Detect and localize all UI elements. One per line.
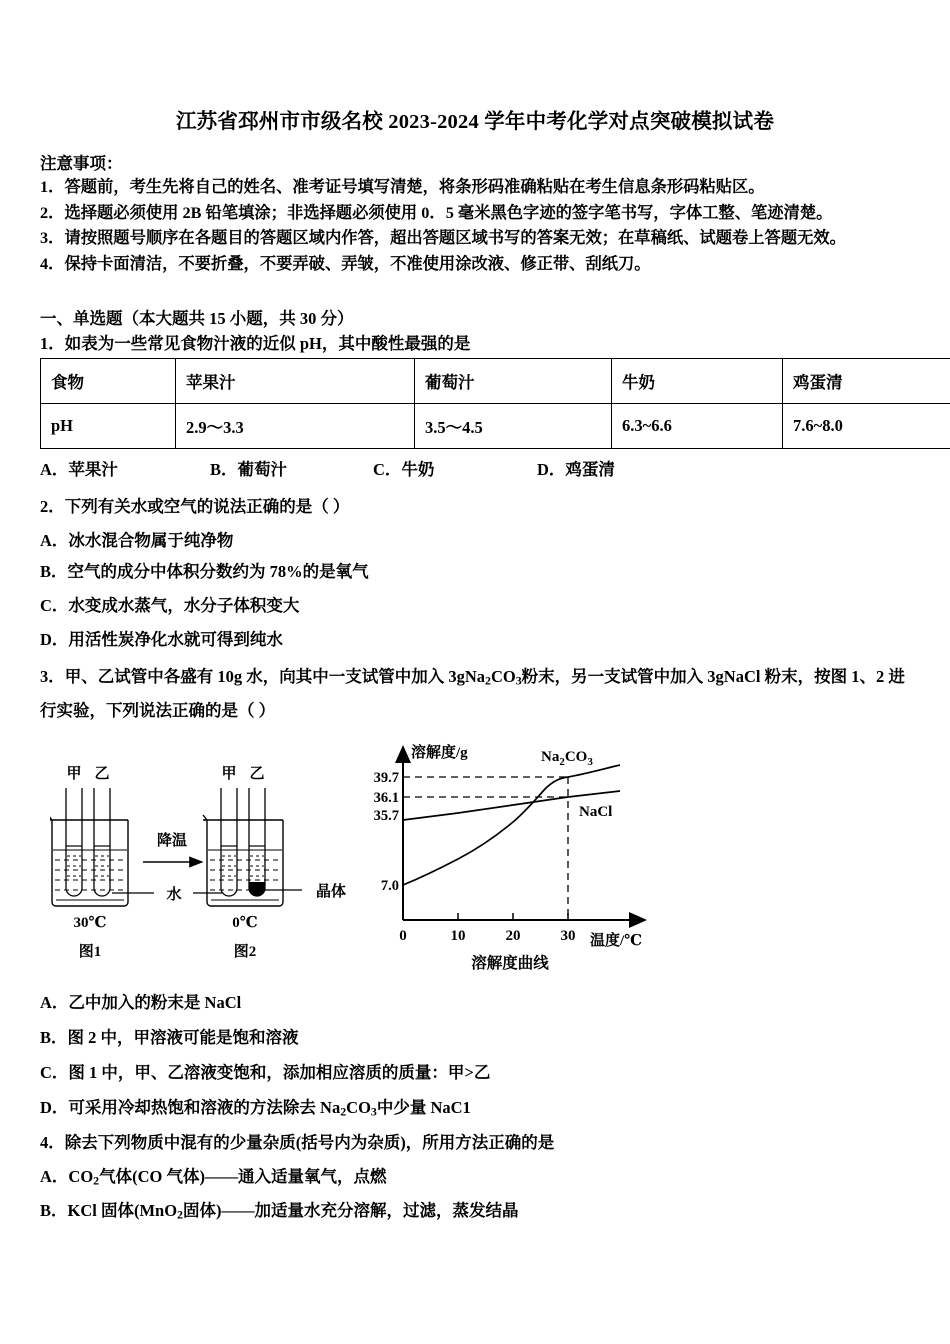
- beaker-2-temperature: 0℃: [232, 915, 258, 931]
- series-na2co3-curve: [403, 765, 620, 885]
- tube-label-yi-2: 乙: [249, 766, 265, 782]
- beaker-1-temperature: 30℃: [73, 915, 107, 931]
- tube-label-jia-2: 甲: [221, 766, 237, 782]
- q4-b-sub: 2: [177, 1207, 183, 1222]
- notice-text: 答题前，考生先将自己的姓名、准考证号填写清楚，将条形码准确粘贴在考生信息条形码粘贴区。: [64, 177, 765, 196]
- q4-b-part-2: 固体)——加适量水充分溶解，过滤，蒸发结晶: [182, 1201, 519, 1220]
- table-row: [41, 404, 950, 449]
- water-label: 水: [166, 887, 182, 903]
- notice-list: [40, 174, 920, 276]
- cooling-arrow: [143, 831, 202, 862]
- x-tick-30: 30: [560, 928, 576, 944]
- notice-heading: 注意事项：: [40, 154, 123, 173]
- beaker-2: [203, 765, 283, 960]
- chart-caption: 溶解度曲线: [471, 955, 549, 972]
- question-2-stem: 2．下列有关水或空气的说法正确的是（ ）: [40, 497, 350, 516]
- notice-number: 1．: [40, 177, 65, 196]
- y-tick-7-0: 7.0: [380, 878, 399, 894]
- q3-stem-part-b: CO: [490, 667, 516, 686]
- question-2-option-b[interactable]: B．空气的成分中体积分数约为 78%的是氧气: [40, 562, 369, 581]
- q4-a-part-2: 气体(CO 气体)——通入适量氧气，点燃: [99, 1167, 387, 1186]
- table-cell-ph: 3.5～4.5: [415, 404, 612, 449]
- q3-stem-sub-1: 2: [485, 673, 491, 688]
- question-1-options: [40, 456, 920, 478]
- tube-label-yi-1: 乙: [94, 766, 110, 782]
- option-b[interactable]: B．葡萄汁: [210, 460, 288, 479]
- question-2-option-a[interactable]: A．冰水混合物属于纯净物: [40, 531, 234, 550]
- notice-number: 4．: [40, 253, 65, 273]
- x-tick-20: 20: [505, 928, 521, 944]
- question-2-option-d[interactable]: D．用活性炭净化水就可得到纯水: [40, 630, 283, 649]
- figure-2-caption: 图2: [233, 944, 257, 960]
- question-3-option-a[interactable]: A．乙中加入的粉末是 NaCl: [40, 993, 242, 1012]
- y-tick-36-1: 36.1: [373, 790, 399, 806]
- q4-a-part-1: A．CO: [40, 1167, 94, 1186]
- q4-b-part-1: B．KCl 固体(MnO: [40, 1201, 178, 1220]
- question-3-figure: [40, 725, 920, 975]
- option-c[interactable]: C．牛奶: [373, 460, 435, 479]
- y-tick-35-7: 35.7: [373, 808, 399, 824]
- tube-label-jia-1: 甲: [66, 766, 82, 782]
- cooling-arrow-label: 降温: [156, 833, 188, 849]
- q3-stem-part-a: 3．甲、乙试管中各盛有 10g 水，向其中一支试管中加入 3gNa: [40, 667, 486, 686]
- question-3-option-b[interactable]: B．图 2 中，甲溶液可能是饱和溶液: [40, 1028, 299, 1047]
- q3-d-sub-1: 2: [340, 1104, 347, 1119]
- notice-item: [40, 251, 920, 277]
- q3-d-suffix: 中少量 NaC1: [376, 1098, 471, 1117]
- question-4-option-a[interactable]: [40, 1163, 386, 1189]
- figure-1-caption: 图1: [78, 944, 102, 960]
- q3-d-prefix: D．可采用冷却热饱和溶液的方法除去 Na: [40, 1098, 341, 1117]
- q3-d-mid: CO: [346, 1098, 371, 1117]
- table-cell-food: 牛奶: [612, 359, 783, 404]
- table-cell-ph: 6.3~6.6: [612, 404, 783, 449]
- crystal-label: 晶体: [315, 884, 347, 900]
- table-cell-ph: 2.9～3.3: [176, 404, 415, 449]
- crystal-label-group: [264, 882, 346, 900]
- y-axis-title: 溶解度/g: [411, 745, 468, 761]
- apparatus-diagram: [50, 760, 370, 975]
- x-tick-0: 0: [399, 928, 407, 944]
- ph-table: [40, 358, 950, 449]
- guide-lines: [403, 777, 568, 920]
- x-tick-10: 10: [450, 928, 466, 944]
- q3-stem-sub-2: 3: [515, 673, 522, 688]
- table-cell-food: 鸡蛋清: [783, 359, 950, 404]
- q3-d-sub-2: 3: [370, 1104, 377, 1119]
- question-4-stem: 4．除去下列物质中混有的少量杂质(括号内为杂质)，所用方法正确的是: [40, 1133, 555, 1152]
- beaker-1: [50, 765, 128, 960]
- y-tick-39-7: 39.7: [373, 770, 399, 786]
- notice-number: 3．: [40, 228, 65, 247]
- notice-item: [40, 174, 920, 200]
- option-d[interactable]: D．鸡蛋清: [537, 460, 615, 479]
- question-3-stem-line-2: 行实验，下列说法正确的是（ ）: [40, 701, 276, 720]
- x-axis-ticks: [403, 913, 568, 920]
- x-axis-title: 温度/℃: [590, 933, 643, 949]
- question-2-option-c[interactable]: C．水变成水蒸气，水分子体积变大: [40, 596, 300, 615]
- notice-text: 请按照题号顺序在各题目的答题区域内作答，超出答题区域书写的答案无效；在草稿纸、试题卷上答题无效。: [64, 228, 846, 247]
- question-3-stem-line-1: [40, 663, 905, 689]
- question-3-option-d[interactable]: [40, 1094, 471, 1120]
- table-cell-ph: 7.6~8.0: [783, 404, 950, 449]
- option-a[interactable]: A．苹果汁: [40, 460, 118, 479]
- table-cell-ph-header: pH: [41, 404, 176, 449]
- notice-number: 2．: [40, 202, 65, 222]
- notice-item: [40, 200, 920, 226]
- question-3-option-c[interactable]: C．图 1 中，甲、乙溶液变饱和，添加相应溶质的质量：甲>乙: [40, 1063, 491, 1082]
- table-cell-food-header: 食物: [41, 359, 176, 404]
- question-4-option-b[interactable]: [40, 1197, 518, 1223]
- series-label-na2co3: $Na_2CO_3$: [541, 749, 593, 768]
- table-row: [41, 359, 950, 404]
- series-label-nacl: NaCl: [579, 804, 613, 820]
- notice-text: 选择题必须使用 2B 铅笔填涂；非选择题必须使用 0．5 毫米黑色字迹的签字笔书写，字体工整、笔迹清楚。: [64, 202, 833, 222]
- notice-text: 保持卡面清洁，不要折叠，不要弄破、弄皱，不准使用涂改液、修正带、刮纸刀。: [64, 253, 651, 273]
- page-title: 江苏省邳州市市级名校 2023-2024 学年中考化学对点突破模拟试卷: [175, 111, 775, 133]
- notice-item: [40, 225, 920, 251]
- question-1-stem: 1．如表为一些常见食物汁液的近似 pH，其中酸性最强的是: [40, 334, 471, 353]
- q3-stem-part-c: 粉末，另一支试管中加入 3gNaCl 粉末，按图 1、2 进: [521, 667, 905, 686]
- solubility-chart: [345, 725, 675, 975]
- table-cell-food: 葡萄汁: [415, 359, 612, 404]
- q4-a-sub: 2: [93, 1173, 100, 1188]
- table-cell-food: 苹果汁: [176, 359, 415, 404]
- section-heading: 一、单选题（本大题共 15 小题，共 30 分）: [40, 309, 354, 328]
